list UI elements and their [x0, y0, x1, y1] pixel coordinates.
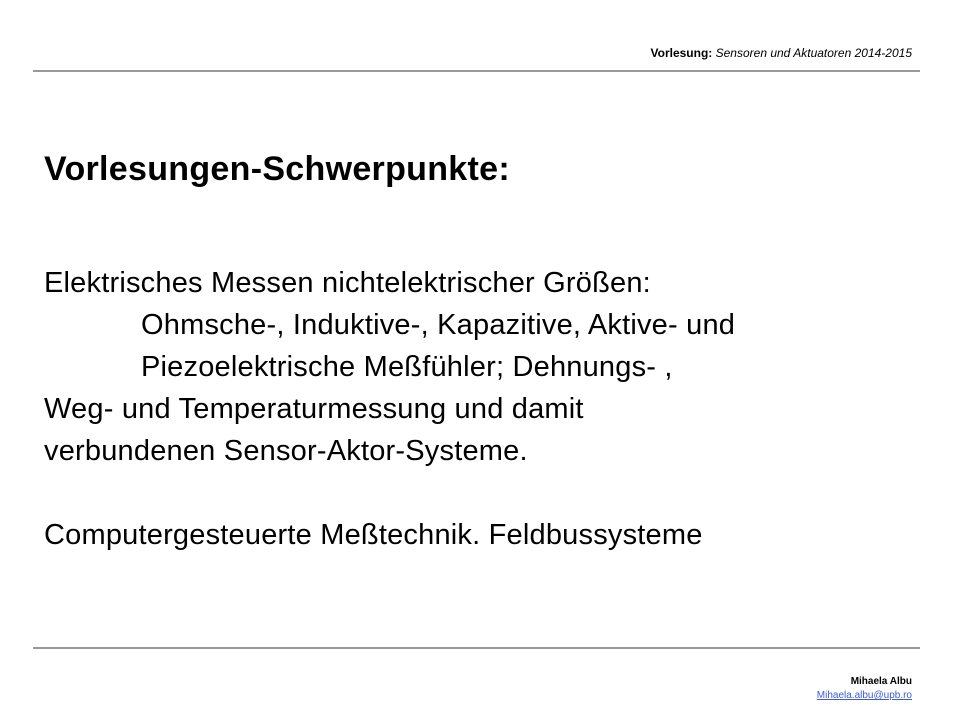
slide-body	[44, 262, 735, 556]
slide-header	[651, 46, 913, 60]
slide-title: Vorlesungen-Schwerpunkte:	[44, 150, 510, 188]
header-divider	[33, 70, 920, 72]
footer-divider	[33, 647, 920, 649]
author-name: Mihaela Albu	[850, 676, 912, 687]
body-line-indented: Ohmsche-, Induktive-, Kapazitive, Aktive- und	[141, 309, 736, 341]
body-line: Computergesteuerte Meßtechnik. Feldbussysteme	[44, 519, 703, 551]
body-spacer	[44, 472, 735, 514]
course-name: Sensoren und Aktuatoren 2014-2015	[715, 46, 912, 60]
body-line: Elektrisches Messen nichtelektrischer Größen:	[44, 267, 651, 299]
author-email-link[interactable]: Mihaela.albu@upb.ro	[816, 690, 912, 701]
body-line: verbundenen Sensor-Aktor-Systeme.	[44, 435, 528, 467]
slide-footer	[817, 675, 912, 703]
body-line-indented: Piezoelektrische Meßfühler; Dehnungs- ,	[141, 351, 673, 383]
header-label: Vorlesung:	[650, 46, 713, 60]
body-line: Weg- und Temperaturmessung und damit	[44, 393, 584, 425]
